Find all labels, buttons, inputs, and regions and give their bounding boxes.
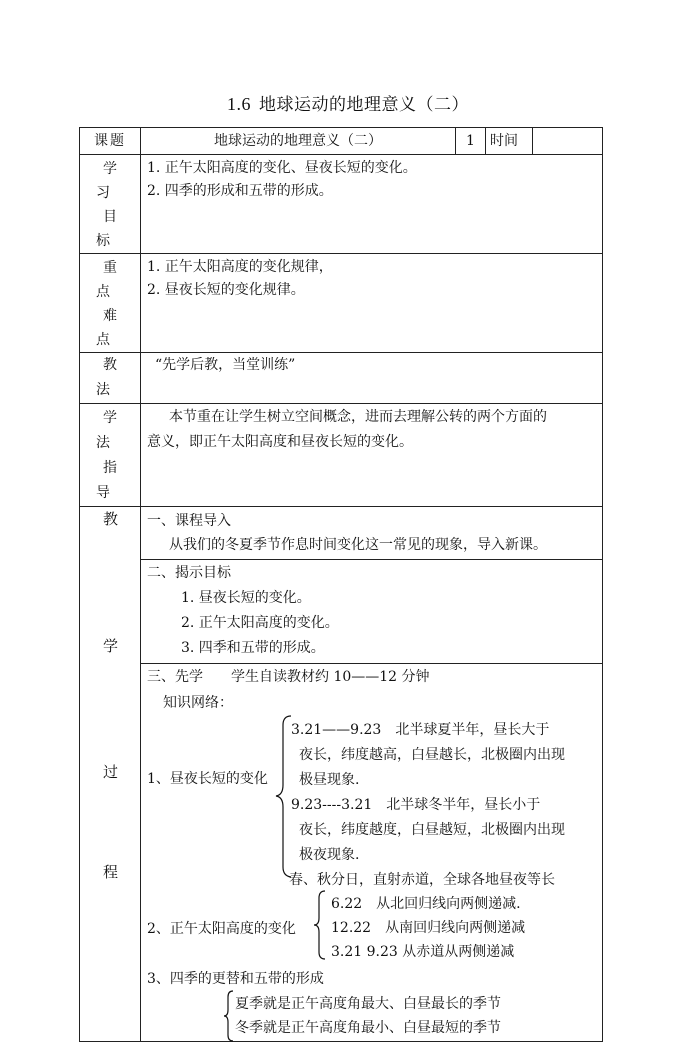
reveal-goals-item: 2. 正午太阳高度的变化。: [181, 615, 339, 631]
network-label: 知识网络：: [163, 695, 233, 711]
seasons-brace-icon: [223, 990, 235, 1042]
seasons-label: 3、四季的更替和五带的形成: [147, 971, 324, 987]
day-night-lines: [291, 718, 565, 893]
noon-sun-line: 12.22 从南回归线向两侧递减: [331, 920, 526, 936]
noon-sun-line: 3.21 9.23 从赤道从两侧递减: [331, 944, 515, 960]
intro-text: 从我们的冬夏季节作息时间变化这一常见的现象，导入新课。: [169, 537, 547, 553]
intro-section: [141, 507, 603, 560]
topic-label: 课题: [80, 128, 141, 155]
goals-row: [80, 155, 603, 254]
reveal-goals-item: 3. 四季和五带的形成。: [181, 640, 325, 656]
noon-sun-lines: [331, 892, 525, 964]
day-night-line: 夜长，纬度越高，白昼越长，北极圈内出现: [299, 747, 565, 763]
study-section: [141, 664, 603, 1042]
method-row: [80, 353, 603, 404]
day-night-line: 3.21——9.23 北半球夏半年，昼长大于: [291, 722, 550, 738]
key-points-item: 1. 正午太阳高度的变化规律，: [147, 259, 333, 275]
key-points-label: 重点 难点: [80, 254, 141, 353]
study-heading: 三、先学 学生自读教材约 10——12 分钟: [147, 669, 430, 685]
seasons-line: 夏季就是正午高度角最大、白昼最长的季节: [235, 996, 501, 1012]
reveal-goals-heading: 二、揭示目标: [147, 565, 231, 581]
intro-heading: 一、课程导入: [147, 513, 231, 529]
day-night-line: 夜长，纬度越度，白昼越短，北极圈内出现: [299, 822, 565, 838]
guidance-content: 本节重在让学生树立空间概念，进而去理解公转的两个方面的 意义，即正午太阳高度和昼夜长短的变化。: [141, 404, 603, 507]
noon-sun-line: 6.22 从北回归线向两侧递减.: [331, 896, 521, 912]
time-value: [533, 128, 603, 155]
key-points-row: [80, 254, 603, 353]
day-night-line: 极夜现象.: [299, 847, 360, 863]
method-label: 教法: [80, 353, 141, 404]
goals-content: [141, 155, 603, 254]
key-points-content: [141, 254, 603, 353]
day-night-line: 春、秋分日，直射赤道，全球各地昼夜等长: [289, 872, 555, 888]
noon-sun-brace-icon: [313, 890, 327, 960]
goals-item: 1. 正午太阳高度的变化、昼夜长短的变化。: [147, 160, 417, 176]
title-text: 地球运动的地理意义（二）: [259, 95, 469, 115]
guidance-label: 学法 指导: [80, 404, 141, 507]
study-row: [80, 664, 603, 1042]
key-points-item: 2. 昼夜长短的变化规律。: [147, 282, 305, 298]
lesson-plan-table: [79, 127, 603, 1042]
header-row: [80, 128, 603, 155]
method-content: “先学后教，当堂训练”: [141, 353, 603, 404]
goals-item: 2. 四季的形成和五带的形成。: [147, 183, 333, 199]
hours-value: 1: [456, 128, 486, 155]
seasons-line: 冬季就是正午高度角最小、白昼最短的季节: [235, 1020, 501, 1036]
day-night-line: 9.23----3.21 北半球冬半年，昼长小于: [291, 797, 541, 813]
seasons-lines: [235, 992, 501, 1040]
section-number: 1.6: [227, 94, 251, 114]
document-title: [0, 90, 696, 115]
reveal-goals-row: [80, 560, 603, 664]
guidance-row: [80, 404, 603, 507]
reveal-goals-section: [141, 560, 603, 664]
time-label: 时间: [486, 128, 533, 155]
goals-label: 学习 目标: [80, 155, 141, 254]
topic-value: 地球运动的地理意义（二）: [141, 128, 456, 155]
reveal-goals-item: 1. 昼夜长短的变化。: [181, 590, 311, 606]
knowledge-network: [141, 664, 602, 1034]
noon-sun-label: 2、正午太阳高度的变化: [147, 921, 296, 937]
process-label: 教 学 过 程: [80, 507, 141, 1042]
intro-row: [80, 507, 603, 560]
day-night-line: 极昼现象.: [299, 772, 360, 788]
day-night-label: 1、昼夜长短的变化: [147, 771, 268, 787]
